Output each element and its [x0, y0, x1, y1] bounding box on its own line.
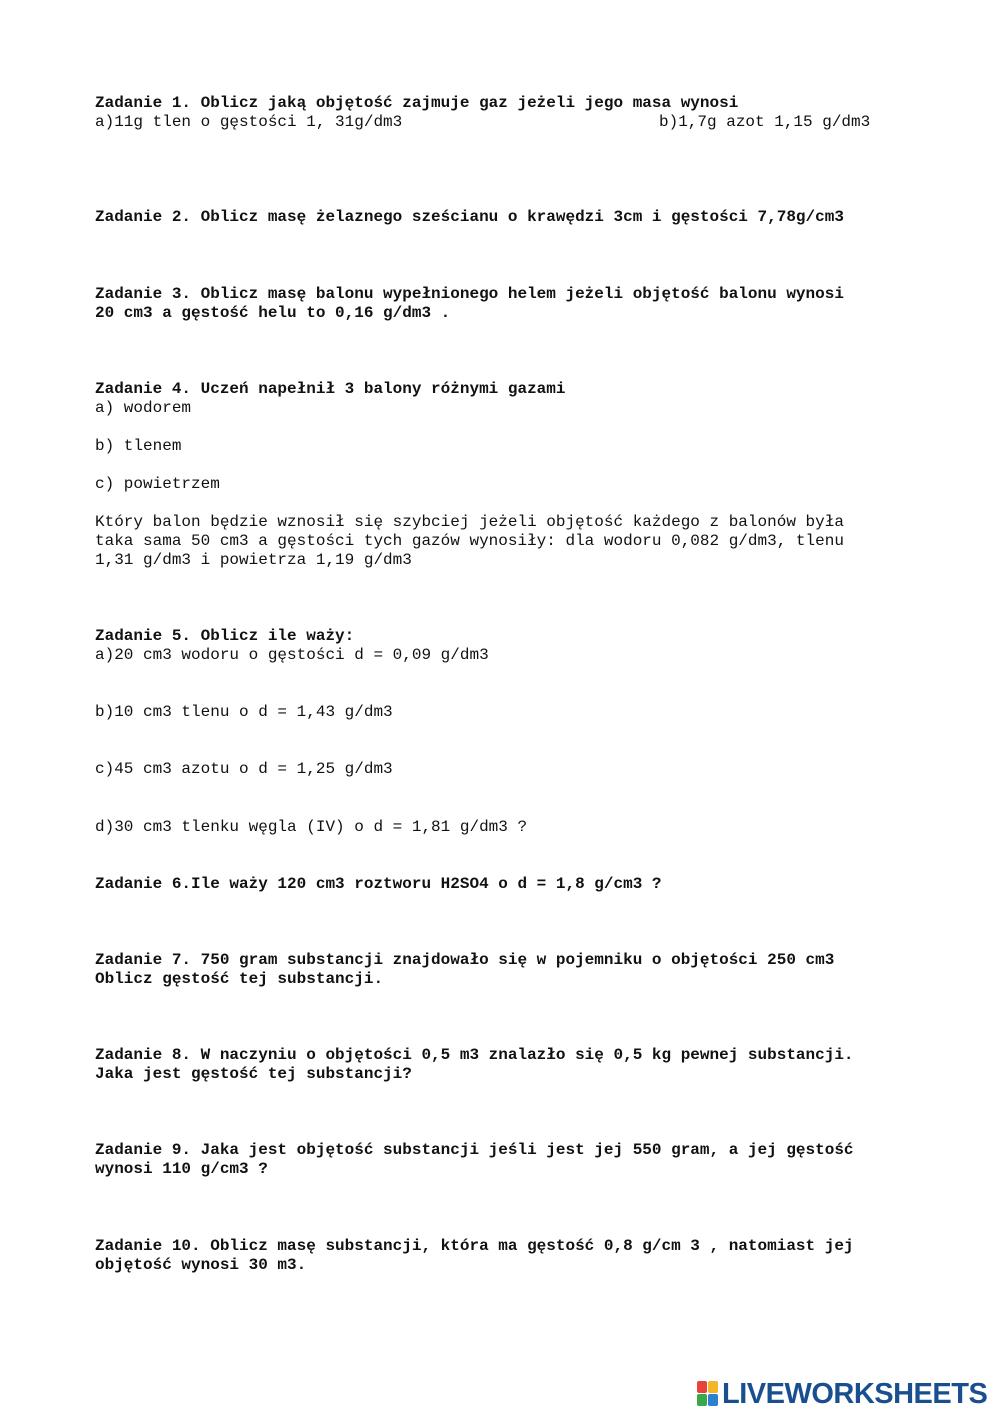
task-7-line-2: Oblicz gęstość tej substancji.: [95, 970, 384, 988]
task-1-title: Zadanie 1. Oblicz jaką objętość zajmuje gaz jeżeli jego masa wynosi: [95, 94, 739, 112]
task-10-line-1: Zadanie 10. Oblicz masę substancji, która ma gęstość 0,8 g/cm 3 , natomiast jej: [95, 1237, 854, 1255]
task-4-question-line-3: 1,31 g/dm3 i powietrza 1,19 g/dm3: [95, 551, 412, 569]
task-9-line-1: Zadanie 9. Jaka jest objętość substancji jeśli jest jej 550 gram, a jej gęstość: [95, 1141, 854, 1159]
task-6-title: Zadanie 6.Ile waży 120 cm3 roztworu H2SO4 o d = 1,8 g/cm3 ?: [95, 875, 662, 893]
task-5-item-b: b)10 cm3 tlenu o d = 1,43 g/dm3: [95, 703, 393, 721]
task-5-title: Zadanie 5. Oblicz ile waży:: [95, 627, 355, 645]
task-4-item-a: a) wodorem: [95, 399, 192, 417]
task-5-item-a: a)20 cm3 wodoru o gęstości d = 0,09 g/dm3: [95, 646, 489, 664]
liveworksheets-mark-icon: [697, 1381, 719, 1407]
task-4-item-b: b) tlenem: [95, 437, 182, 455]
task-3-line-1: Zadanie 3. Oblicz masę balonu wypełnionego helem jeżeli objętość balonu wynosi: [95, 285, 844, 303]
liveworksheets-logo: [697, 1378, 987, 1410]
task-10-line-2: objętość wynosi 30 m3.: [95, 1256, 307, 1274]
task-7-line-1: Zadanie 7. 750 gram substancji znajdowało się w pojemniku o objętości 250 cm3: [95, 951, 835, 969]
mark-square-red: [697, 1381, 707, 1393]
task-1-item-b: b)1,7g azot 1,15 g/dm3: [659, 113, 871, 131]
task-4-item-c: c) powietrzem: [95, 475, 220, 493]
mark-square-yellow: [708, 1381, 718, 1393]
task-4-question-line-2: taka sama 50 cm3 a gęstości tych gazów wynosiły: dla wodoru 0,082 g/dm3, tlenu: [95, 532, 844, 550]
task-5-item-d: d)30 cm3 tlenku węgla (IV) o d = 1,81 g/dm3 ?: [95, 818, 528, 836]
task-8-line-1: Zadanie 8. W naczyniu o objętości 0,5 m3 znalazło się 0,5 kg pewnej substancji.: [95, 1046, 854, 1064]
task-8-line-2: Jaka jest gęstość tej substancji?: [95, 1065, 412, 1083]
task-9-line-2: wynosi 110 g/cm3 ?: [95, 1160, 268, 1178]
task-3-line-2: 20 cm3 a gęstość helu to 0,16 g/dm3 .: [95, 304, 451, 322]
task-1-item-a: a)11g tlen o gęstości 1, 31g/dm3: [95, 113, 403, 131]
mark-square-green: [697, 1394, 707, 1406]
task-5-item-c: c)45 cm3 azotu o d = 1,25 g/dm3: [95, 760, 393, 778]
mark-square-blue: [708, 1394, 718, 1406]
logo-text: LIVEWORKSHEETS: [722, 1377, 988, 1410]
task-2-title: Zadanie 2. Oblicz masę żelaznego sześcianu o krawędzi 3cm i gęstości 7,78g/cm3: [95, 208, 844, 226]
task-4-question-line-1: Który balon będzie wznosił się szybciej jeżeli objętość każdego z balonów była: [95, 513, 844, 531]
task-4-title: Zadanie 4. Uczeń napełnił 3 balony różnymi gazami: [95, 380, 566, 398]
